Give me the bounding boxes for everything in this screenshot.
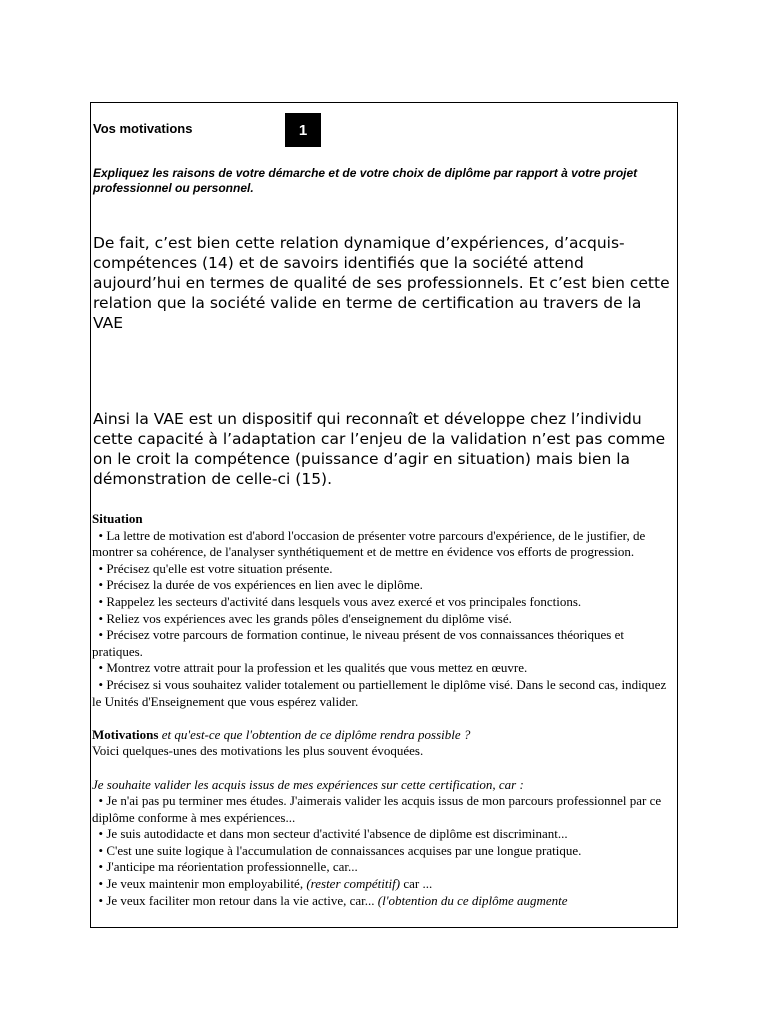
form-frame	[90, 102, 678, 928]
motivations-heading: Motivations et qu'est-ce que l'obtention de ce diplôme rendra possible ?	[92, 726, 471, 742]
situation-bullet: • Précisez si vous souhaitez valider totalement ou partiellement le diplôme visé. Dans le second cas, indiquez le Unités d'Enseignement que vous espérez valider.	[92, 676, 667, 709]
situation-bullet: • Rappelez les secteurs d'activité dans lesquels vous avez exercé et vos principales fonctions.	[92, 593, 582, 609]
section-title: Vos motivations	[93, 121, 193, 136]
motivation-bullet: • Je veux maintenir mon employabilité, (rester compétitif) car ...	[92, 876, 433, 892]
situation-bullet: • Reliez vos expériences avec les grands pôles d'enseignement du diplôme visé.	[92, 610, 512, 626]
motivation-bullet: • Je n'ai pas pu terminer mes études. J'aimerais valider les acquis issus de mon parcours professionnel par ce diplôme conforme à mes expériences...	[92, 793, 662, 825]
situation-bullet: • Précisez qu'elle est votre situation présente.	[92, 560, 333, 576]
situation-bullet: • Précisez la durée de vos expériences en lien avec le diplôme.	[92, 577, 423, 593]
motivations-lead: Je souhaite valider les acquis issus de mes expériences sur cette certification, car :	[92, 776, 524, 792]
motivation-bullet: • Je veux faciliter mon retour dans la vie active, car... (l'obtention du ce diplôme augmente	[92, 892, 568, 908]
situation-bullet: • Précisez votre parcours de formation continue, le niveau présent de vos connaissances théoriques et pratiques.	[92, 627, 624, 659]
motivation-bullet: • Je suis autodidacte et dans mon secteur d'activité l'absence de diplôme est discriminant...	[92, 826, 568, 842]
instruction-text: Expliquez les raisons de votre démarche et de votre choix de diplôme par rapport à votre projet professionnel ou personnel.	[93, 166, 638, 195]
motivation-bullet: • C'est une suite logique à l'accumulation de connaissances acquises par une longue pratique.	[92, 842, 582, 858]
situation-bullet: • La lettre de motivation est d'abord l'occasion de présenter votre parcours d'expérience, de le justifier, de montrer sa cohérence, de l'analyser synthétiquement et de mettre en évidence vos efforts de progression.	[92, 527, 646, 560]
situation-bullet: • Montrez votre attrait pour la profession et les qualités que vous mettez en œuvre.	[92, 660, 528, 676]
guidance-text	[92, 511, 676, 909]
section-number-badge: 1	[285, 113, 321, 147]
motivation-bullet: • J'anticipe ma réorientation professionnelle, car...	[92, 859, 358, 875]
answer-paragraph-1: De fait, c’est bien cette relation dynamique d’expériences, d’acquis-compétences (14) et de savoirs identifiés que la société attend aujourd’hui en termes de qualité de ses professionnels. Et c’est bien cette relation que la société valide en terme de certification au travers de la VAE	[93, 234, 670, 332]
situation-heading: Situation	[92, 511, 143, 526]
answer-paragraph-2: Ainsi la VAE est un dispositif qui reconnaît et développe chez l’individu cette capacité à l’adaptation car l’enjeu de la validation n’est pas comme on le croit la compétence (puissance d’agir en situation) mais bien la démonstration de celle-ci (15).	[93, 410, 666, 488]
motivations-intro: Voici quelques-unes des motivations les plus souvent évoquées.	[92, 743, 424, 759]
